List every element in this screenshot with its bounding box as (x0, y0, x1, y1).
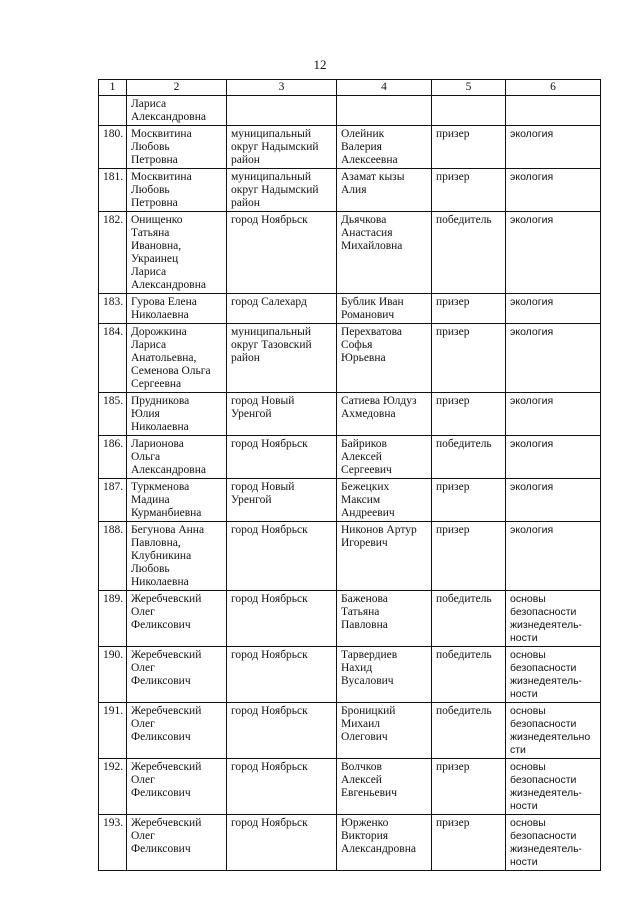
teacher-line: Ольга (131, 451, 161, 463)
student-line: Баженова (341, 593, 388, 605)
student-cell (337, 759, 432, 815)
teacher-cell (127, 815, 227, 871)
student-cell (337, 393, 432, 436)
place-line: район (231, 197, 260, 209)
subject-cell (506, 703, 601, 759)
table-row (99, 522, 601, 591)
student-line: Виктория (341, 830, 389, 842)
row-number-cell: 184. (99, 324, 127, 393)
teacher-line: Дорожкина (131, 326, 187, 338)
column-header: 5 (432, 80, 506, 96)
subject-line: безопасности (510, 774, 577, 786)
student-line: Азамат кызы (341, 171, 405, 183)
teacher-line: Ивановна, (131, 240, 182, 252)
teacher-line: Любовь (131, 563, 170, 575)
teacher-line: Александровна (131, 464, 206, 476)
teacher-line: Феликсович (131, 843, 191, 855)
row-number-cell: 192. (99, 759, 127, 815)
student-line: Дьячкова (341, 214, 387, 226)
place-line: Уренгой (231, 408, 272, 420)
place-cell (227, 96, 337, 126)
teacher-cell (127, 212, 227, 294)
row-number-cell: 191. (99, 703, 127, 759)
subject-line: экология (510, 128, 554, 140)
table-row (99, 96, 601, 126)
subject-cell (506, 169, 601, 212)
teacher-cell (127, 479, 227, 522)
student-cell (337, 324, 432, 393)
place-cell (227, 479, 337, 522)
subject-cell (506, 96, 601, 126)
place-line: район (231, 154, 260, 166)
teacher-line: Жеребчевский (131, 649, 202, 661)
subject-line: ности (510, 800, 538, 812)
place-cell (227, 522, 337, 591)
teacher-line: Феликсович (131, 787, 191, 799)
teacher-cell (127, 126, 227, 169)
teacher-line: Николаевна (131, 576, 189, 588)
teacher-cell (127, 522, 227, 591)
column-header: 1 (99, 80, 127, 96)
place-line: город Новый (231, 481, 295, 493)
student-line: Александровна (341, 843, 416, 855)
subject-line: экология (510, 214, 554, 226)
student-line: Евгеньевич (341, 787, 397, 799)
subject-cell (506, 324, 601, 393)
status-cell: победитель (432, 591, 506, 647)
student-cell (337, 294, 432, 324)
teacher-line: Онищенко (131, 214, 183, 226)
place-line: город Ноябрьск (231, 524, 308, 536)
student-line: Никонов Артур (341, 524, 417, 536)
subject-line: ности (510, 632, 538, 644)
student-line: Павловна (341, 619, 388, 631)
page-number: 12 (313, 57, 327, 72)
teacher-line: Лариса (131, 98, 167, 110)
subject-line: основы (510, 705, 546, 717)
teacher-line: Петровна (131, 154, 178, 166)
subject-line: экология (510, 296, 554, 308)
place-cell (227, 393, 337, 436)
subject-line: безопасности (510, 662, 577, 674)
teacher-cell (127, 169, 227, 212)
student-cell (337, 436, 432, 479)
student-line: Олегович (341, 731, 388, 743)
student-line: Анастасия (341, 227, 393, 239)
student-line: Тарвердиев (341, 649, 398, 661)
teacher-cell (127, 647, 227, 703)
place-line: город Ноябрьск (231, 761, 308, 773)
status-cell: призер (432, 294, 506, 324)
teacher-line: Сергеевна (131, 378, 182, 390)
status-cell: призер (432, 169, 506, 212)
place-cell (227, 436, 337, 479)
student-line: Бежецких (341, 481, 390, 493)
subject-line: безопасности (510, 830, 577, 842)
student-line: Вусалович (341, 675, 394, 687)
subject-line: экология (510, 171, 554, 183)
place-line: округ Надымский (231, 184, 319, 196)
student-cell (337, 169, 432, 212)
subject-line: ности (510, 688, 538, 700)
teacher-line: Николаевна (131, 309, 189, 321)
teacher-line: Татьяна (131, 227, 170, 239)
subject-line: жизнедеятель- (510, 843, 583, 855)
subject-line: основы (510, 649, 546, 661)
teacher-line: Лариса (131, 339, 167, 351)
subject-line: основы (510, 761, 546, 773)
row-number-cell: 188. (99, 522, 127, 591)
table-row (99, 126, 601, 169)
table-row (99, 703, 601, 759)
student-cell (337, 479, 432, 522)
row-number-cell: 186. (99, 436, 127, 479)
table-row (99, 759, 601, 815)
teacher-line: Феликсович (131, 619, 191, 631)
row-number-cell: 187. (99, 479, 127, 522)
table-row (99, 294, 601, 324)
table-row (99, 591, 601, 647)
student-line: Сергеевич (341, 464, 392, 476)
teacher-line: Москвитина (131, 171, 192, 183)
row-number-cell: 189. (99, 591, 127, 647)
student-line: Олейник (341, 128, 385, 140)
student-line: Романович (341, 309, 395, 321)
student-line: Софья (341, 339, 373, 351)
subject-cell (506, 393, 601, 436)
subject-line: сти (510, 744, 526, 756)
place-cell (227, 815, 337, 871)
student-line: Юрженко (341, 817, 389, 829)
teacher-line: Николаевна (131, 421, 189, 433)
column-header: 3 (227, 80, 337, 96)
teacher-line: Феликсович (131, 675, 191, 687)
subject-line: экология (510, 395, 554, 407)
subject-line: экология (510, 326, 554, 338)
teacher-line: Олег (131, 830, 155, 842)
place-line: город Ноябрьск (231, 817, 308, 829)
student-line: Михаил (341, 718, 380, 730)
row-number-cell (99, 96, 127, 126)
teacher-line: Юлия (131, 408, 160, 420)
teacher-cell (127, 324, 227, 393)
teacher-line: Олег (131, 662, 155, 674)
teacher-line: Олег (131, 606, 155, 618)
place-line: город Новый (231, 395, 295, 407)
student-line: Волчков (341, 761, 382, 773)
place-line: Уренгой (231, 494, 272, 506)
student-line: Андреевич (341, 507, 395, 519)
student-cell (337, 591, 432, 647)
student-line: Максим (341, 494, 381, 506)
student-cell (337, 96, 432, 126)
teacher-line: Петровна (131, 197, 178, 209)
subject-cell (506, 815, 601, 871)
student-line: Алия (341, 184, 367, 196)
status-cell (432, 96, 506, 126)
place-cell (227, 703, 337, 759)
column-header: 6 (506, 80, 601, 96)
status-cell: победитель (432, 212, 506, 294)
place-line: муниципальный (231, 171, 312, 183)
place-line: муниципальный (231, 128, 312, 140)
teacher-cell (127, 759, 227, 815)
status-cell: победитель (432, 436, 506, 479)
teacher-line: Ларионова (131, 438, 184, 450)
teacher-line: Семенова Ольга (131, 365, 211, 377)
subject-line: основы (510, 593, 546, 605)
teacher-cell (127, 703, 227, 759)
place-line: район (231, 352, 260, 364)
teacher-cell (127, 294, 227, 324)
status-cell: победитель (432, 703, 506, 759)
student-cell (337, 815, 432, 871)
student-line: Алексей (341, 774, 382, 786)
student-line: Байриков (341, 438, 387, 450)
subject-line: жизнедеятель- (510, 619, 583, 631)
teacher-line: Лариса (131, 266, 167, 278)
student-cell (337, 647, 432, 703)
student-cell (337, 212, 432, 294)
student-line: Нахид (341, 662, 373, 674)
status-cell: победитель (432, 647, 506, 703)
results-table (98, 79, 601, 871)
teacher-line: Любовь (131, 141, 170, 153)
place-line: округ Надымский (231, 141, 319, 153)
teacher-line: Жеребчевский (131, 593, 202, 605)
subject-line: безопасности (510, 718, 577, 730)
row-number-cell: 185. (99, 393, 127, 436)
place-line: муниципальный (231, 326, 312, 338)
place-cell (227, 169, 337, 212)
status-cell: призер (432, 324, 506, 393)
table-row (99, 393, 601, 436)
subject-line: жизнедеятель- (510, 787, 583, 799)
row-number-cell: 193. (99, 815, 127, 871)
teacher-line: Олег (131, 718, 155, 730)
student-line: Броницкий (341, 705, 396, 717)
status-cell: призер (432, 759, 506, 815)
place-cell (227, 759, 337, 815)
subject-line: экология (510, 438, 554, 450)
teacher-line: Украинец (131, 253, 179, 265)
place-line: город Ноябрьск (231, 649, 308, 661)
subject-cell (506, 591, 601, 647)
teacher-line: Курманбиевна (131, 507, 202, 519)
student-line: Игоревич (341, 537, 388, 549)
teacher-cell (127, 591, 227, 647)
subject-cell (506, 294, 601, 324)
student-line: Татьяна (341, 606, 380, 618)
place-line: город Ноябрьск (231, 214, 308, 226)
student-line: Валерия (341, 141, 382, 153)
student-line: Сатиева Юлдуз (341, 395, 417, 407)
teacher-line: Жеребчевский (131, 705, 202, 717)
teacher-line: Мадина (131, 494, 170, 506)
student-cell (337, 522, 432, 591)
table-row (99, 212, 601, 294)
place-line: город Салехард (231, 296, 307, 308)
teacher-line: Анатольевна, (131, 352, 197, 364)
teacher-line: Александровна (131, 111, 206, 123)
teacher-line: Туркменова (131, 481, 190, 493)
row-number-cell: 182. (99, 212, 127, 294)
student-line: Ахмедовна (341, 408, 396, 420)
student-line: Михайловна (341, 240, 403, 252)
teacher-line: Гурова Елена (131, 296, 197, 308)
header-row (99, 80, 601, 96)
status-cell: призер (432, 393, 506, 436)
teacher-line: Феликсович (131, 731, 191, 743)
row-number-cell: 190. (99, 647, 127, 703)
teacher-line: Любовь (131, 184, 170, 196)
place-cell (227, 647, 337, 703)
place-line: город Ноябрьск (231, 438, 308, 450)
subject-cell (506, 759, 601, 815)
place-cell (227, 126, 337, 169)
student-cell (337, 126, 432, 169)
subject-line: безопасности (510, 606, 577, 618)
teacher-line: Прудникова (131, 395, 190, 407)
status-cell: призер (432, 815, 506, 871)
teacher-line: Павловна, (131, 537, 181, 549)
teacher-cell (127, 96, 227, 126)
table-row (99, 324, 601, 393)
subject-cell (506, 436, 601, 479)
teacher-cell (127, 393, 227, 436)
teacher-line: Жеребчевский (131, 817, 202, 829)
subject-cell (506, 522, 601, 591)
table-row (99, 479, 601, 522)
subject-cell (506, 647, 601, 703)
status-cell: призер (432, 479, 506, 522)
teacher-cell (127, 436, 227, 479)
table-body (99, 96, 601, 871)
place-line: город Ноябрьск (231, 705, 308, 717)
table-row (99, 815, 601, 871)
subject-line: ности (510, 856, 538, 868)
subject-line: жизнедеятельно (510, 731, 591, 743)
subject-line: экология (510, 481, 554, 493)
table-row (99, 647, 601, 703)
teacher-line: Олег (131, 774, 155, 786)
subject-cell (506, 126, 601, 169)
student-line: Алексеевна (341, 154, 398, 166)
student-cell (337, 703, 432, 759)
teacher-line: Москвитина (131, 128, 192, 140)
place-cell (227, 294, 337, 324)
row-number-cell: 180. (99, 126, 127, 169)
place-cell (227, 591, 337, 647)
table-row (99, 169, 601, 212)
row-number-cell: 183. (99, 294, 127, 324)
place-line: город Ноябрьск (231, 593, 308, 605)
place-line: округ Тазовский (231, 339, 312, 351)
column-header: 4 (337, 80, 432, 96)
student-line: Юрьевна (341, 352, 386, 364)
teacher-line: Клубникина (131, 550, 192, 562)
place-cell (227, 324, 337, 393)
subject-cell (506, 479, 601, 522)
student-line: Бублик Иван (341, 296, 404, 308)
teacher-line: Жеребчевский (131, 761, 202, 773)
status-cell: призер (432, 522, 506, 591)
subject-cell (506, 212, 601, 294)
student-line: Алексей (341, 451, 382, 463)
table-row (99, 436, 601, 479)
teacher-line: Бегунова Анна (131, 524, 205, 536)
row-number-cell: 181. (99, 169, 127, 212)
status-cell: призер (432, 126, 506, 169)
student-line: Перехватова (341, 326, 402, 338)
subject-line: экология (510, 524, 554, 536)
teacher-line: Александровна (131, 279, 206, 291)
place-cell (227, 212, 337, 294)
column-header: 2 (127, 80, 227, 96)
subject-line: основы (510, 817, 546, 829)
subject-line: жизнедеятель- (510, 675, 583, 687)
